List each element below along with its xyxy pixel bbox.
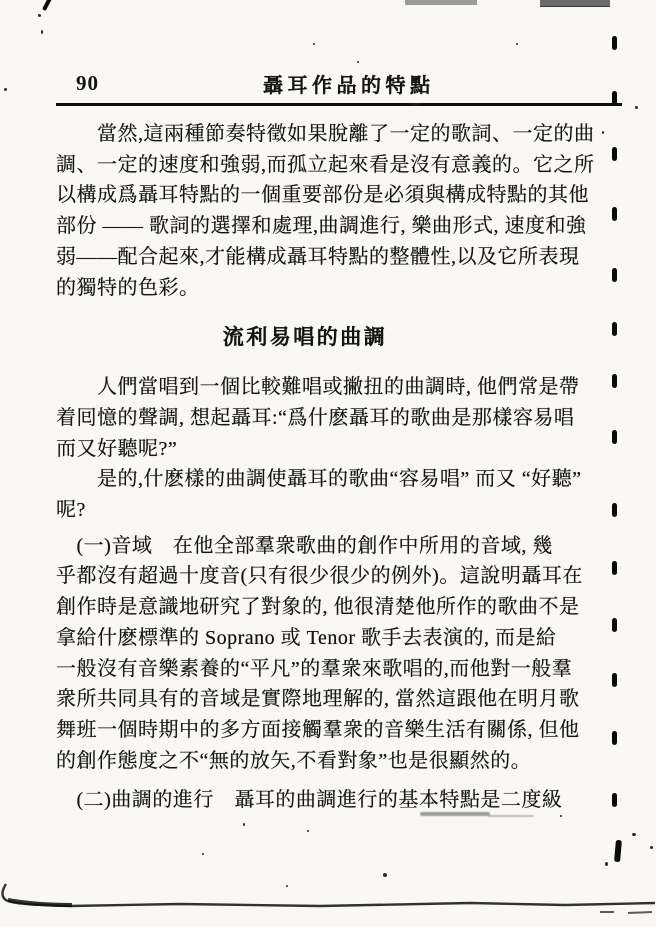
- header-rule: [56, 103, 622, 106]
- page-number: 90: [76, 71, 99, 95]
- text-line: 拿給什麽標準的 Soprano 或 Tenor 歌手去表演的, 而是給: [56, 626, 557, 649]
- ink-mark: [612, 91, 617, 105]
- ink-mark: [612, 561, 617, 575]
- ink-smudge: [488, 815, 534, 817]
- ink-mark: [612, 430, 617, 444]
- ink-mark: [612, 322, 617, 336]
- paragraph: [56, 531, 610, 777]
- noise-speck: [635, 106, 638, 109]
- page-body: [56, 119, 610, 816]
- text-line: 着囘憶的聲調, 想起聶耳:“爲什麽聶耳的歌曲是那樣容易唱: [56, 406, 575, 429]
- ink-mark: [42, 0, 52, 11]
- text-line: 是的,什麽樣的曲調使聶耳的歌曲“容易唱” 而又 “好聽”: [56, 468, 582, 491]
- noise-speck: [4, 88, 7, 91]
- ink-mark: [612, 374, 617, 388]
- noise-speck: [243, 823, 245, 826]
- ink-mark: [612, 673, 617, 687]
- text-line: 部份 —— 歌詞的選擇和處理,曲調進行, 樂曲形式, 速度和強: [56, 215, 587, 238]
- page-edge-line: [0, 878, 656, 926]
- text-line: 以構成爲聶耳特點的一個重要部份是必須與構成特點的其他: [56, 184, 589, 207]
- running-title: 聶耳作品的特點: [263, 75, 435, 97]
- ink-mark: [612, 503, 617, 517]
- text-line: (二)曲調的進行 聶耳的曲調進行的基本特點是二度級: [56, 789, 563, 812]
- text-line: 的創作態度之不“無的放矢,不看對象”也是很顯然的。: [56, 749, 532, 772]
- text-line: 弱——配合起來,才能構成聶耳特點的整體性,以及它所表現: [56, 245, 580, 268]
- noise-speck: [605, 862, 608, 866]
- noise-speck: [602, 131, 604, 134]
- noise-speck: [632, 833, 636, 836]
- ink-mark: [614, 840, 622, 862]
- text-line: 呢?: [56, 499, 86, 522]
- ink-mark: [612, 793, 617, 807]
- noise-speck: [313, 43, 315, 45]
- text-line: 舞班一個時期中的多方面接觸羣衆的音樂生活有關係, 但他: [56, 718, 580, 741]
- text-line: 當然,這兩種節奏特徵如果脫離了一定的歌詞、一定的曲: [56, 123, 595, 145]
- text-line: 調、一定的速度和強弱,而孤立起來看是沒有意義的。它之所: [56, 153, 595, 176]
- text-line: 一般沒有音樂素養的“平凡”的羣衆來歌唱的,而他對一般羣: [56, 657, 573, 680]
- text-line: 創作時是意識地研究了對象的, 他很清楚他所作的歌曲不是: [56, 596, 580, 619]
- text-line: 衆所共同具有的音域是實際地理解的, 當然這跟他在明月歌: [56, 688, 580, 711]
- noise-speck: [383, 873, 387, 877]
- text-line: 人們當唱到一個比較難唱或撇扭的曲調時, 他們常是帶: [56, 376, 580, 399]
- text-line: 而又好聽呢?”: [56, 437, 178, 460]
- noise-speck: [202, 853, 204, 855]
- ink-mark: [612, 268, 617, 282]
- paragraph: [56, 372, 610, 464]
- ink-smudge: [420, 812, 490, 816]
- ink-mark: [612, 618, 617, 632]
- ink-mark: [612, 147, 617, 161]
- scan-artifact-bar: [405, 0, 477, 5]
- text-line: 的獨特的色彩。: [56, 276, 200, 299]
- noise-speck: [516, 43, 518, 45]
- noise-speck: [38, 14, 41, 17]
- text-line: 乎都沒有超過十度音(只有很少很少的例外)。這說明聶耳在: [56, 565, 583, 588]
- noise-speck: [41, 30, 43, 34]
- scan-artifact-bar: [540, 0, 610, 7]
- paragraph: [56, 119, 610, 303]
- section-heading: 流利易唱的曲調: [222, 325, 388, 350]
- ink-mark: [612, 731, 617, 745]
- noise-speck: [357, 61, 359, 63]
- noise-speck: [650, 846, 653, 849]
- ink-mark: [612, 207, 617, 221]
- paragraph: [56, 785, 610, 816]
- paragraph: [56, 464, 610, 525]
- ink-mark: [612, 36, 617, 50]
- noise-speck: [560, 815, 562, 817]
- noise-speck: [307, 830, 309, 832]
- text-line: (一)音域 在他全部羣衆歌曲的創作中所用的音域, 幾: [56, 534, 553, 557]
